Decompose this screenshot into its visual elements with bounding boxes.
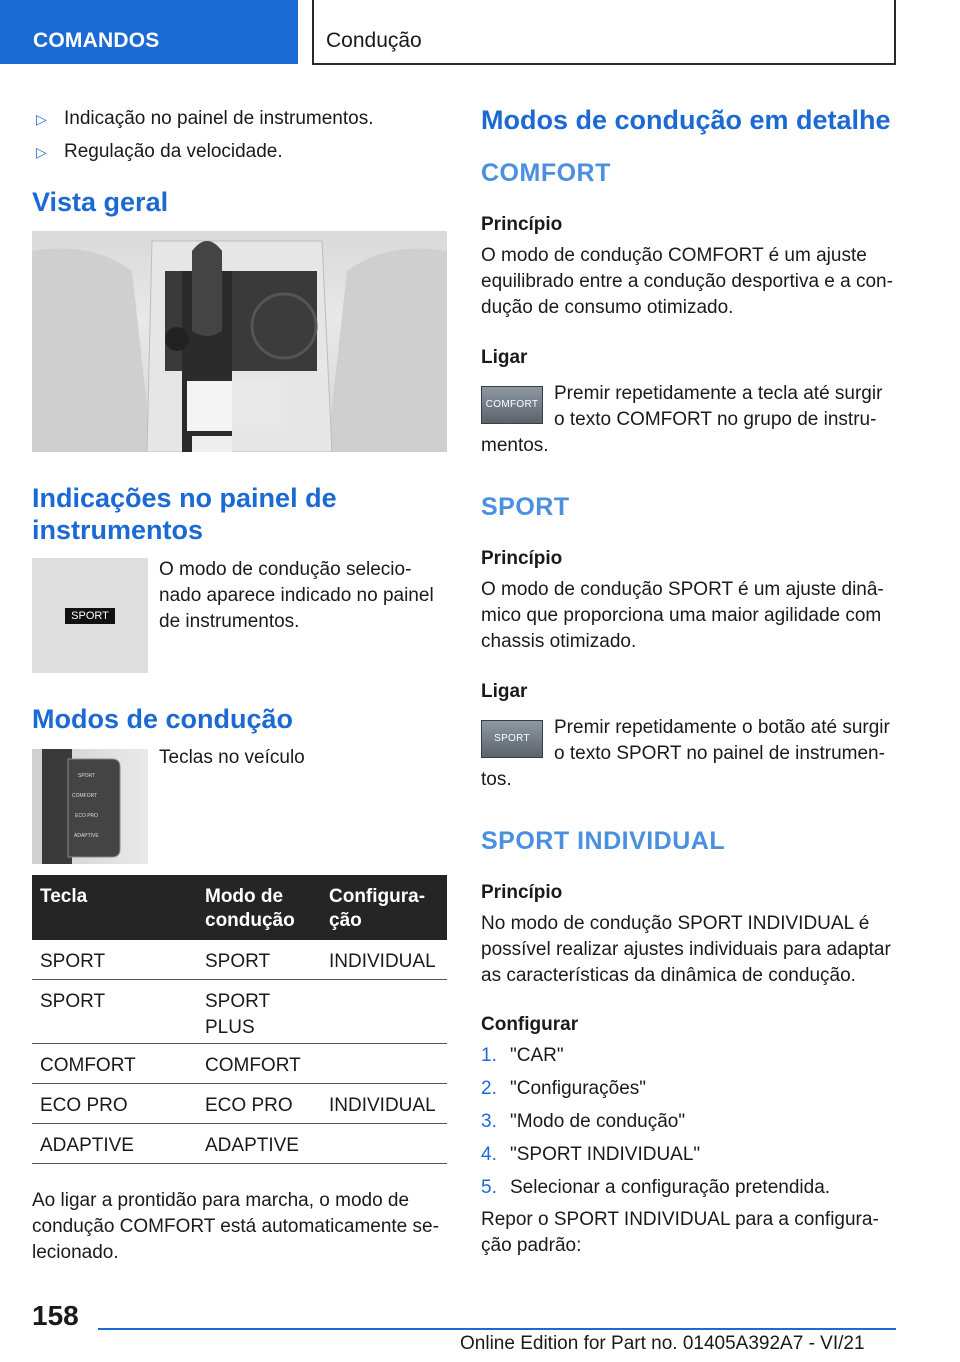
detail-heading: Modos de condução em detalhe [481, 105, 891, 135]
comfort-on-text-2: mentos. [481, 435, 549, 456]
individual-heading: SPORT INDIVIDUAL [481, 827, 726, 855]
sport-heading: SPORT [481, 493, 570, 521]
svg-text:SPORT: SPORT [78, 773, 96, 779]
mode-buttons-illustration [32, 749, 148, 864]
sport-on-text-2: tos. [481, 769, 512, 790]
table-row: ECO PRO ECO PRO INDIVIDUAL [32, 1084, 447, 1124]
overview-heading: Vista geral [32, 187, 169, 217]
reset-text: Repor o SPORT INDIVIDUAL para a configura- ção padrão: [481, 1209, 879, 1256]
svg-text:COMFORT: COMFORT [72, 793, 98, 799]
sport-button-image: SPORT [481, 720, 543, 758]
table-header [32, 875, 447, 940]
footer-divider [98, 1328, 896, 1330]
svg-text:ECO PRO: ECO PRO [75, 813, 99, 819]
center-console-illustration [32, 231, 447, 452]
chapter-tab [312, 0, 896, 65]
modes-caption: Teclas no veículo [159, 747, 305, 768]
step-text: "SPORT INDIVIDUAL" [510, 1144, 701, 1165]
svg-text:ADAPTIVE: ADAPTIVE [74, 833, 99, 839]
closing-text: Ao ligar a prontidão para marcha, o modo de condução COMFORT está automaticamente se- lecionado. [32, 1190, 439, 1263]
drive-modes-table [32, 875, 447, 1164]
comfort-on-text-1: Premir repetidamente a tecla até surgir o texto COMFORT no grupo de instru- [554, 383, 883, 430]
comfort-principle-text: O modo de condução COMFORT é um ajuste equilibrado entre a condução desportiva e a con- dução de consumo otimizado. [481, 245, 893, 318]
step-number: 1. [481, 1045, 497, 1066]
indications-text: O modo de condução selecio- nado aparece indicado no painel de instrumentos. [159, 559, 434, 632]
step-text: "CAR" [510, 1045, 564, 1066]
sport-principle-label: Princípio [481, 548, 563, 569]
instrument-cluster-sport-image [32, 558, 148, 673]
table-row: SPORT SPORT INDIVIDUAL [32, 940, 447, 980]
page-number: 158 [32, 1300, 79, 1331]
configure-label: Configurar [481, 1014, 579, 1035]
triangle-bullet-icon: ▷ [36, 111, 47, 127]
column-header-mode: Modo de condução [205, 886, 295, 931]
triangle-bullet-icon: ▷ [36, 144, 47, 160]
section-tab [0, 0, 298, 64]
edition-text: Online Edition for Part no. 01405A392A7 - VI/21 [460, 1333, 865, 1354]
comfort-heading: COMFORT [481, 159, 611, 187]
column-header-config: Configura- ção [329, 886, 426, 931]
table-row: ADAPTIVE ADAPTIVE [32, 1124, 447, 1164]
step-number: 5. [481, 1177, 497, 1198]
step-number: 4. [481, 1144, 497, 1165]
sport-indicator-label: SPORT [65, 608, 115, 624]
sport-on-label: Ligar [481, 681, 528, 702]
step-text: "Modo de condução" [510, 1111, 686, 1132]
table-row: SPORT SPORT PLUS [32, 980, 447, 1044]
individual-principle-text: No modo de condução SPORT INDIVIDUAL é possível realizar ajustes individuais para adaptar as características da dinâmica de condução. [481, 913, 891, 986]
drive-mode-keys-photo [32, 749, 148, 864]
indications-heading: Indicações no painel de instrumentos [32, 483, 337, 545]
comfort-principle-label: Princípio [481, 214, 563, 235]
gear-selector-photo [32, 231, 447, 452]
chapter-title: Condução [326, 29, 422, 52]
step-text: Selecionar a configuração pretendida. [510, 1177, 831, 1198]
step-number: 2. [481, 1078, 497, 1099]
sport-on-text-1: Premir repetidamente o botão até surgir o texto SPORT no painel de instrumen- [554, 717, 890, 764]
step-text: "Configurações" [510, 1078, 647, 1099]
table-row: COMFORT COMFORT [32, 1044, 447, 1084]
column-header-key: Tecla [40, 886, 88, 907]
comfort-on-label: Ligar [481, 347, 528, 368]
comfort-button-image: COMFORT [481, 386, 543, 424]
individual-principle-label: Princípio [481, 882, 563, 903]
sport-principle-text: O modo de condução SPORT é um ajuste dinâ- mico que proporciona uma maior agilidade com chassis otimizado. [481, 579, 884, 652]
modes-heading: Modos de condução [32, 704, 294, 734]
step-number: 3. [481, 1111, 497, 1132]
section-title: COMANDOS [33, 29, 160, 52]
